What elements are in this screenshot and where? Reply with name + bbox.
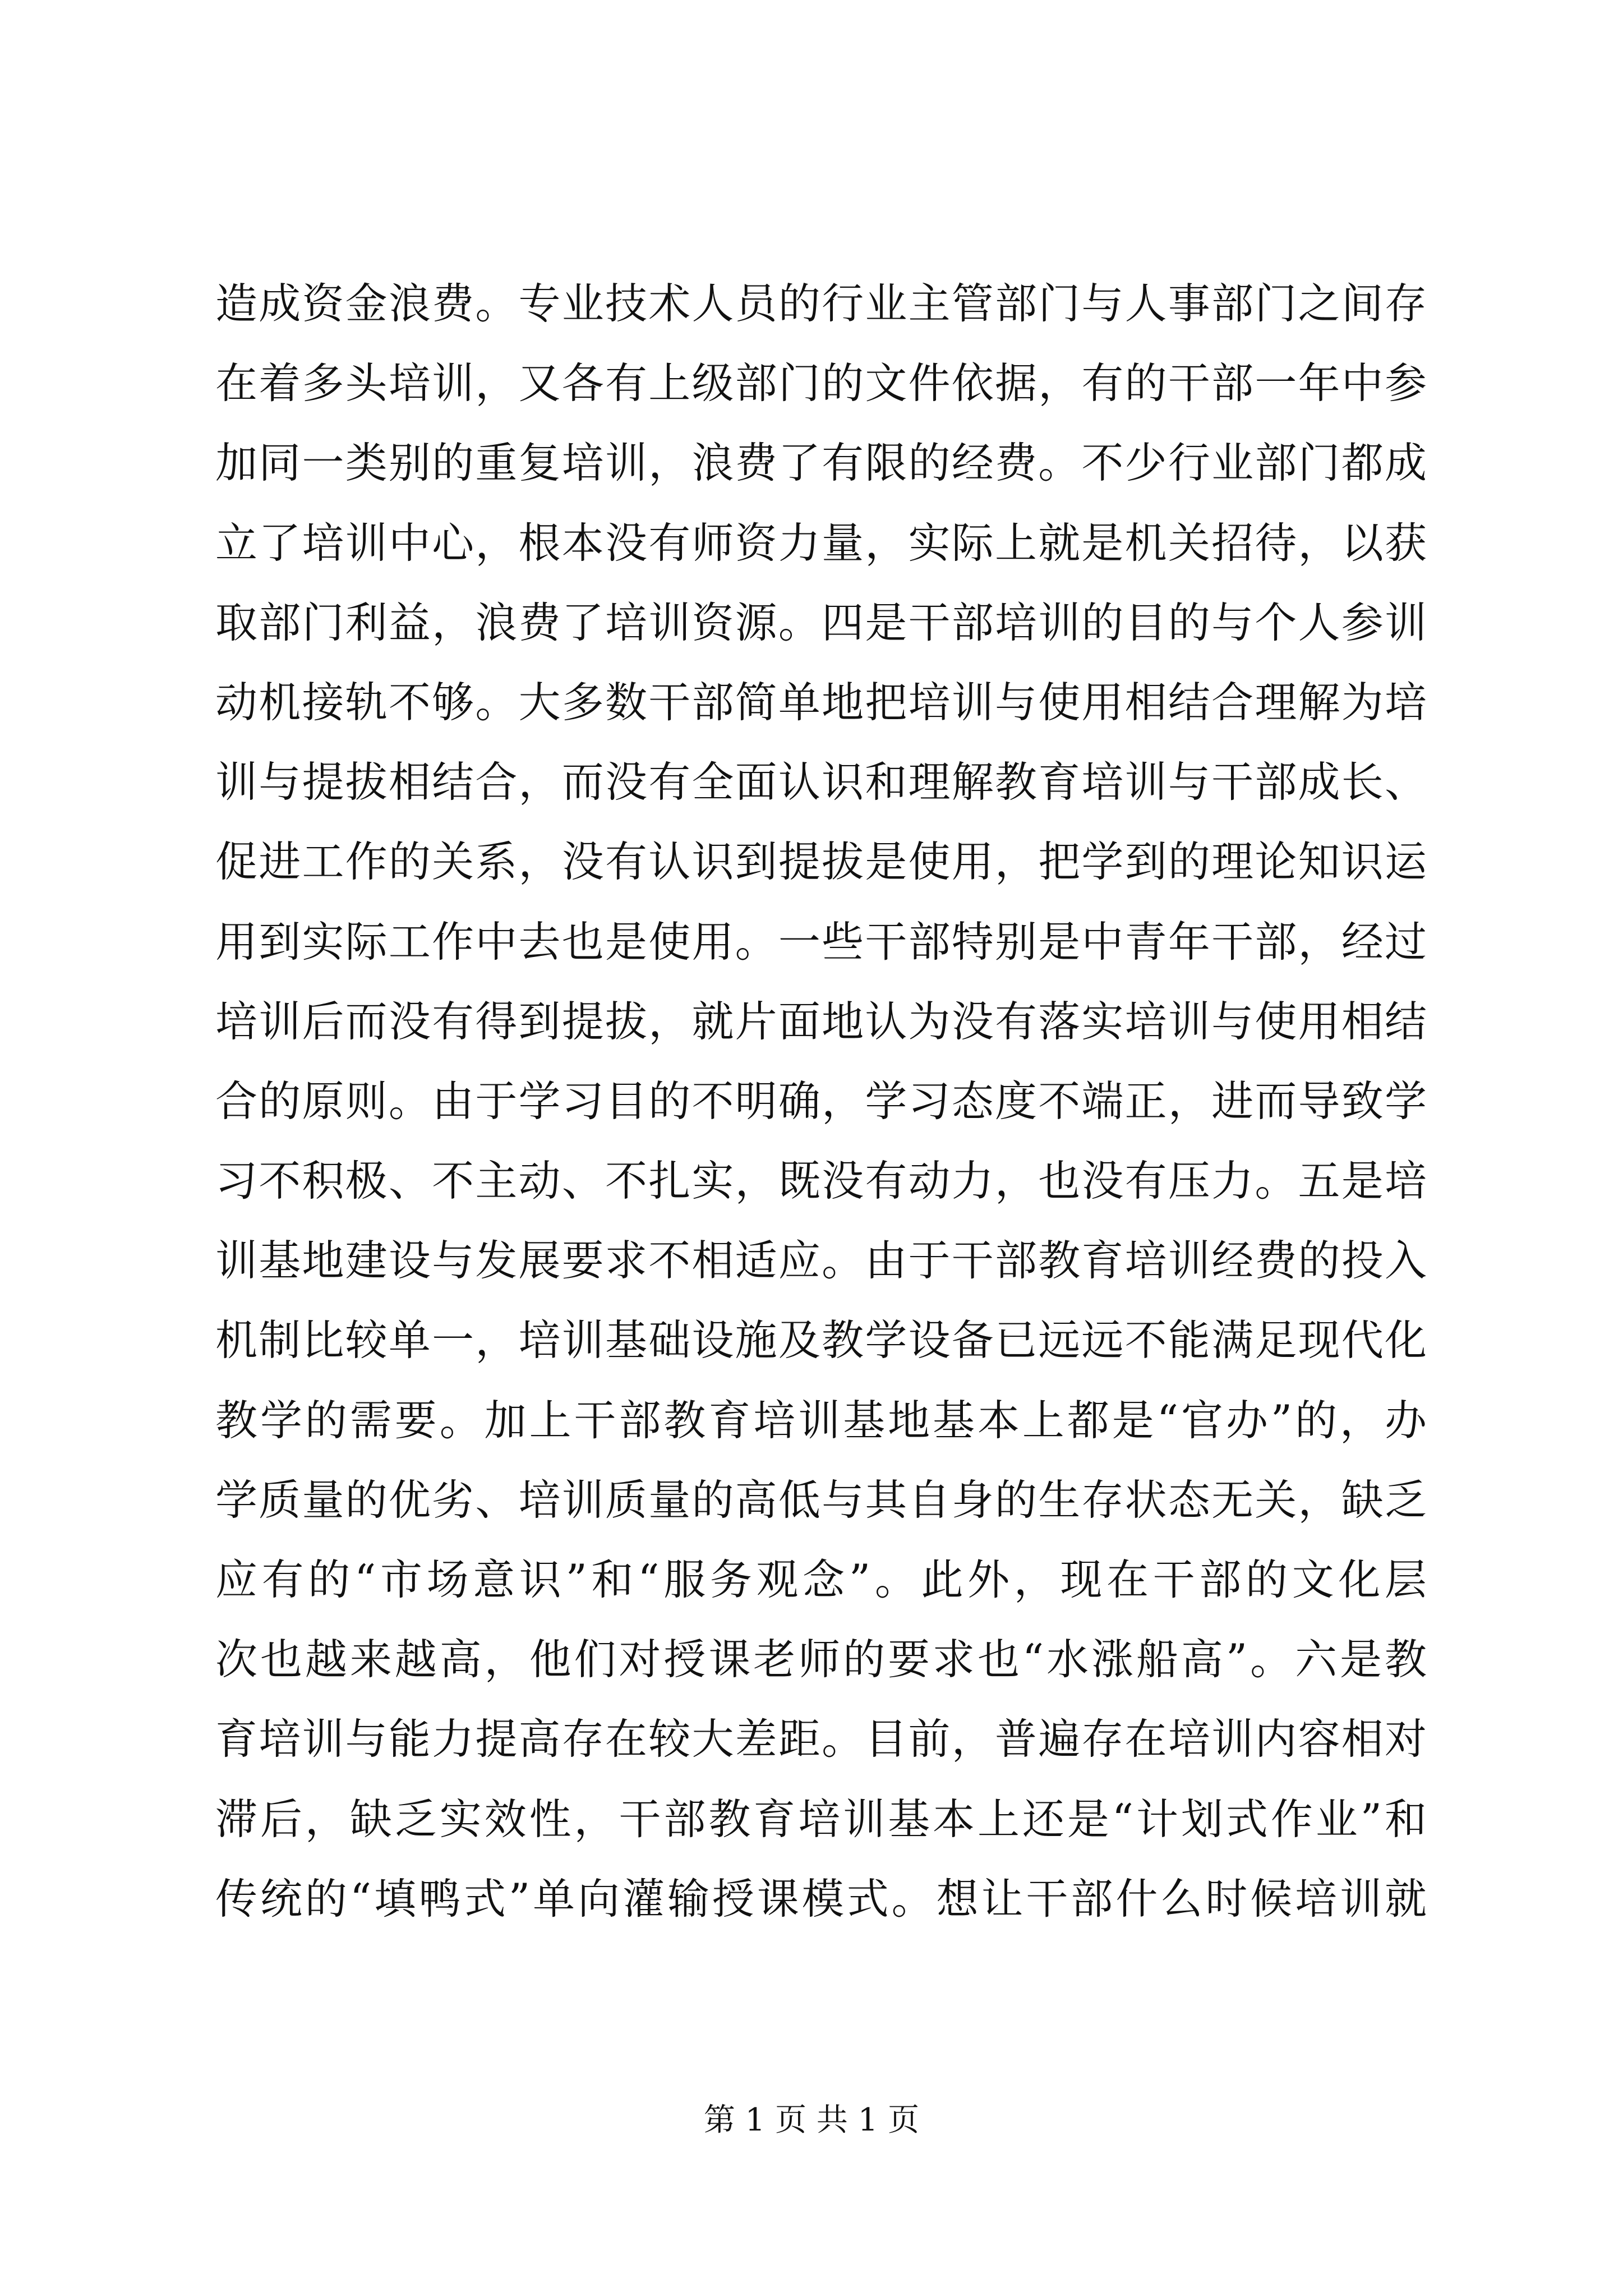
text-line: 动机接轨不够。大多数干部简单地把培训与使用相结合理解为培: [215, 677, 1427, 727]
text-line: 育培训与能力提高存在较大差距。目前，普遍存在培训内容相对: [215, 1714, 1427, 1764]
text-line: 立了培训中心，根本没有师资力量，实际上就是机关招待，以获: [215, 518, 1427, 568]
text-line: 加同一类别的重复培训，浪费了有限的经费。不少行业部门都成: [215, 438, 1427, 488]
text-line: 应有的“市场意识”和“服务观念”。此外，现在干部的文化层: [215, 1555, 1427, 1604]
text-line: 教学的需要。加上干部教育培训基地基本上都是“官办”的，办: [215, 1395, 1427, 1445]
text-line: 学质量的优劣、培训质量的高低与其自身的生存状态无关，缺乏: [215, 1475, 1427, 1525]
text-line: 培训后而没有得到提拔，就片面地认为没有落实培训与使用相结: [215, 996, 1427, 1046]
page-number: 第 1 页 共 1 页: [703, 2102, 920, 2138]
text-line: 训与提拔相结合，而没有全面认识和理解教育培训与干部成长、: [215, 757, 1427, 807]
text-line: 滞后，缺乏实效性，干部教育培训基本上还是“计划式作业”和: [215, 1794, 1427, 1844]
text-line: 在着多头培训，又各有上级部门的文件依据，有的干部一年中参: [215, 358, 1427, 408]
text-line: 合的原则。由于学习目的不明确，学习态度不端正，进而导致学: [215, 1076, 1427, 1126]
text-line: 促进工作的关系，没有认识到提拔是使用，把学到的理论知识运: [215, 837, 1427, 887]
text-line: 传统的“填鸭式”单向灌输授课模式。想让干部什么时候培训就: [215, 1874, 1427, 1924]
text-line: 次也越来越高，他们对授课老师的要求也“水涨船高”。六是教: [215, 1635, 1427, 1685]
text-line: 习不积极、不主动、不扎实，既没有动力，也没有压力。五是培: [215, 1156, 1427, 1206]
text-line: 机制比较单一，培训基础设施及教学设备已远远不能满足现代化: [215, 1315, 1427, 1365]
text-line: 用到实际工作中去也是使用。一些干部特别是中青年干部，经过: [215, 917, 1427, 967]
page-footer: [0, 2098, 1623, 2143]
text-line: 造成资金浪费。专业技术人员的行业主管部门与人事部门之间存: [215, 279, 1427, 328]
body-text: [215, 264, 1427, 1939]
text-line: 取部门利益，浪费了培训资源。四是干部培训的目的与个人参训: [215, 597, 1427, 647]
text-line: 训基地建设与发展要求不相适应。由于干部教育培训经费的投入: [215, 1236, 1427, 1286]
